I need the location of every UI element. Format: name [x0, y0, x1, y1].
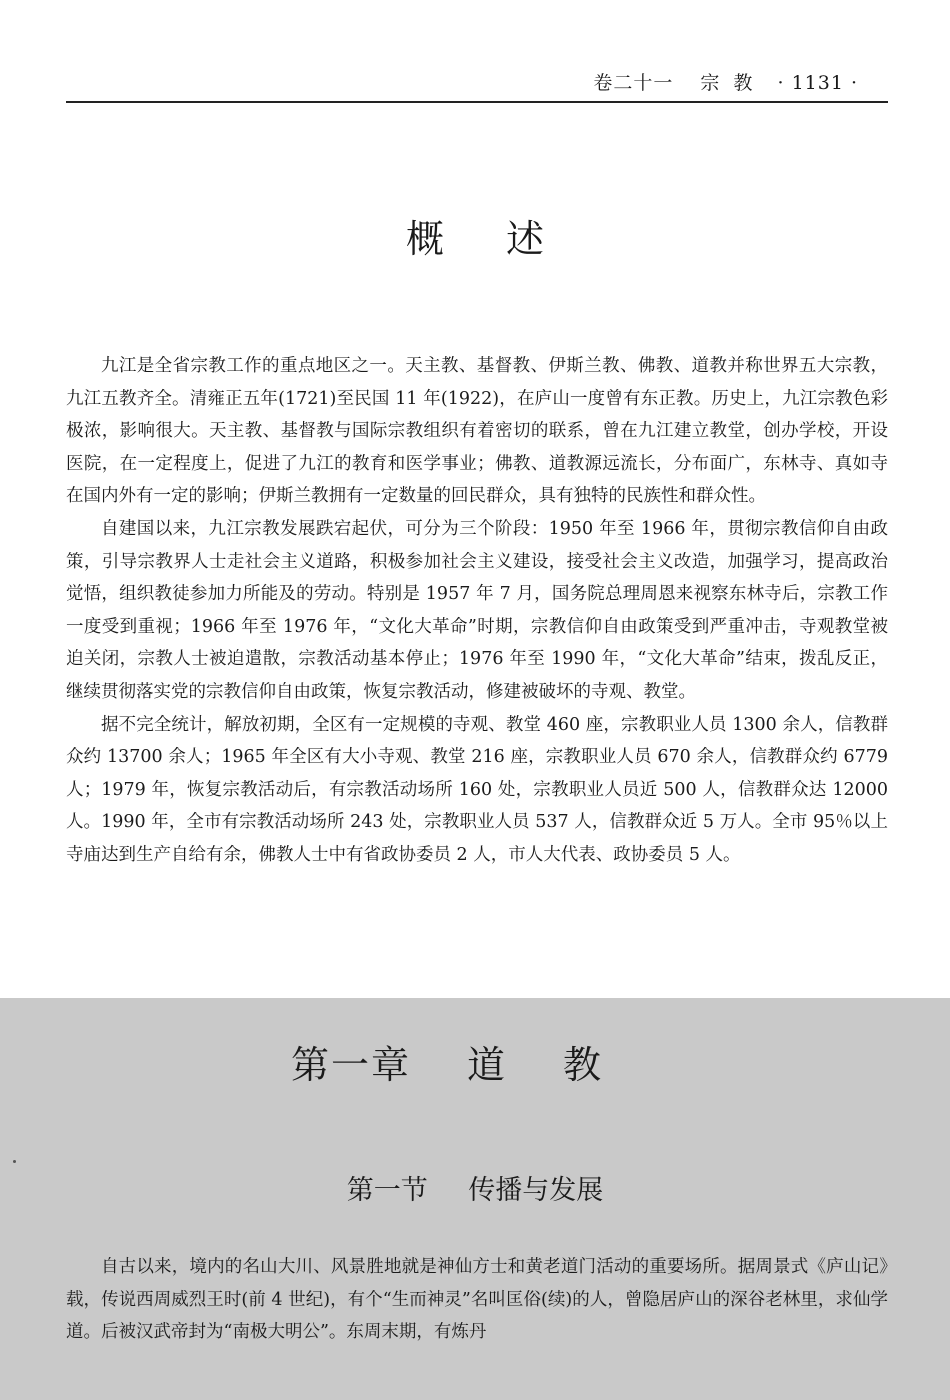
section-paragraph-1: 自古以来，境内的名山大川、风景胜地就是神仙方士和黄老道门活动的重要场所。据周景式《庐山记》载，传说西周威烈王时(前 4 世纪)，有个“生而神灵”名叫匡俗(续)的人，曾隐居庐山的深谷老林里，求仙学道。后被汉武帝封为“南极大明公”。东周末期，有炼丹 — [66, 1257, 888, 1343]
overview-title: 概述 — [405, 217, 606, 261]
running-head-volume: 卷二十一 — [593, 72, 674, 94]
scan-speck — [13, 1160, 16, 1163]
chapter-title — [0, 1034, 950, 1089]
overview-paragraph-3: 据不完全统计，解放初期，全区有一定规模的寺观、教堂 460 座，宗教职业人员 1300 余人，信教群众约 13700 余人；1965 年全区有大小寺观、教堂 216 座，宗教职业人员 670 余人，信教群众约 6779 人；1979 年，恢复宗教活动后，有宗教活动场所 160 处，宗教职业人员近 500 人，信教群众达 12000 人。1990 年，全市有宗教活动场所 243 处，宗教职业人员 537 人，信教群众近 5 万人。全市 95％以上寺庙达到生产自给有余，佛教人士中有省政协委员 2 人，市人大代表、政协委员 5 人。 — [66, 714, 888, 865]
section-body — [66, 1251, 888, 1349]
section-number: 第一节 — [346, 1175, 428, 1206]
section-name: 传播与发展 — [468, 1175, 604, 1206]
overview-body — [66, 350, 888, 872]
overview-paragraph-1: 九江是全省宗教工作的重点地区之一。天主教、基督教、伊斯兰教、佛教、道教并称世界五大宗教，九江五教齐全。清雍正五年(1721)至民国 11 年(1922)，在庐山一度曾有东正教。历史上，九江宗教色彩极浓，影响很大。天主教、基督教与国际宗教组织有着密切的联系，曾在九江建立教堂，创办学校，开设医院，在一定程度上，促进了九江的教育和医学事业；佛教、道教源远流长，分布面广，东林寺、真如寺在国内外有一定的影响；伊斯兰教拥有一定数量的回民群众，具有独特的民族性和群众性。 — [66, 356, 888, 507]
chapter-name: 道教 — [467, 1043, 660, 1087]
overview-paragraph-2: 自建国以来，九江宗教发展跌宕起伏，可分为三个阶段：1950 年至 1966 年，贯彻宗教信仰自由政策，引导宗教界人士走社会主义道路，积极参加社会主义建设，接受社会主义改造，加强学习，提高政治觉悟，组织教徒参加力所能及的劳动。特别是 1957 年 7 月，国务院总理周恩来视察东林寺后，宗教工作一度受到重视；1966 年至 1976 年，“文化大革命”时期，宗教信仰自由政策受到严重冲击，寺观教堂被迫关闭，宗教人士被迫遣散，宗教活动基本停止；1976 年至 1990 年，“文化大革命”结束，拨乱反正，继续贯彻落实党的宗教信仰自由政策，恢复宗教活动，修建被破坏的寺观、教堂。 — [66, 518, 888, 702]
running-head-page-number: · 1131 · — [777, 72, 858, 94]
running-head — [593, 68, 858, 95]
section-heading — [0, 1168, 950, 1207]
chapter-number: 第一章 — [290, 1043, 411, 1087]
header-rule — [66, 101, 888, 103]
running-head-subject: 宗教 — [700, 72, 767, 94]
